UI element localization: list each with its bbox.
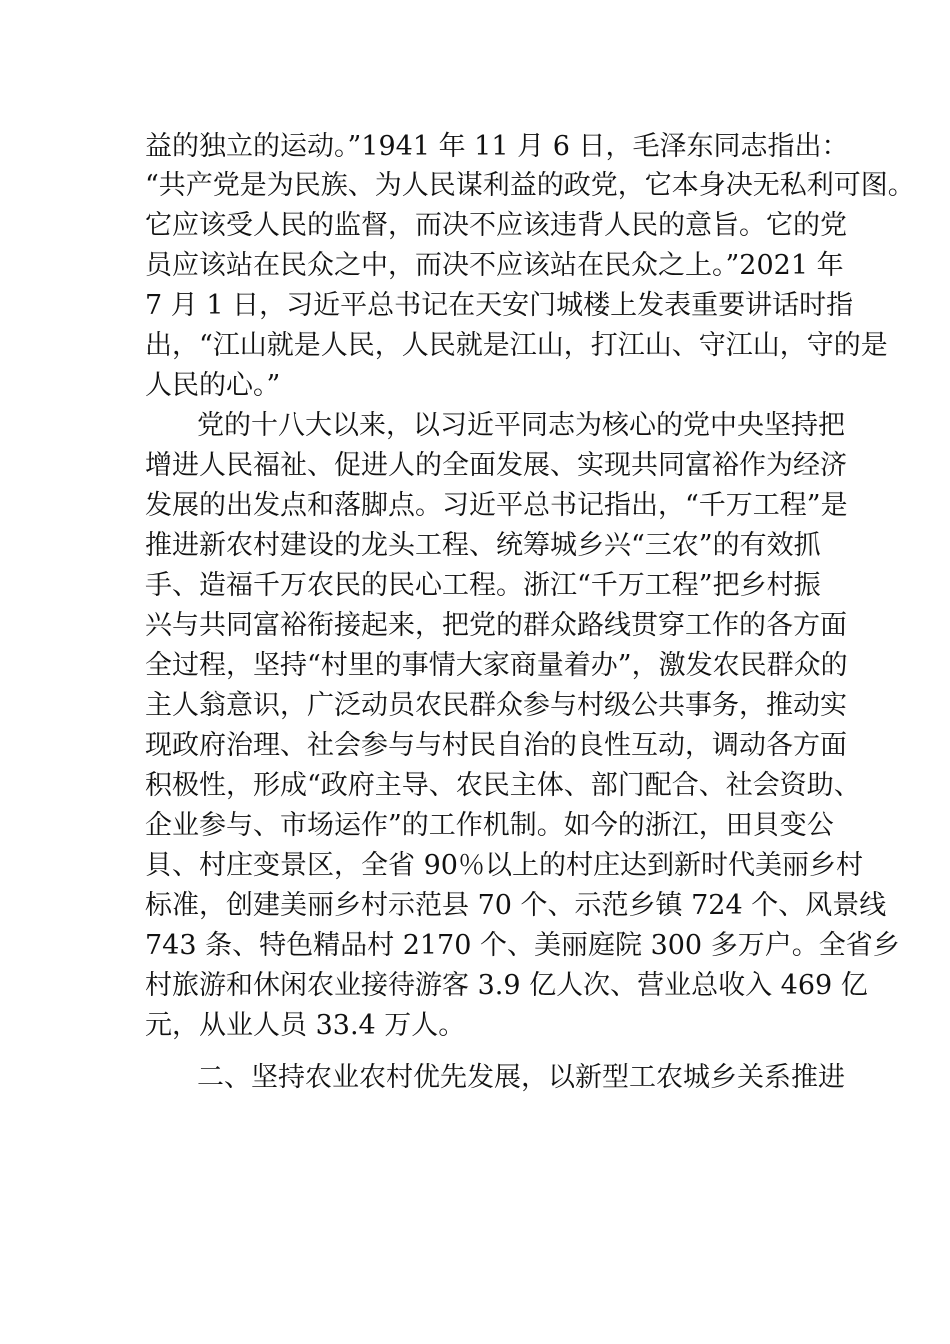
text-line: 主人翁意识，广泛动员农民群众参与村级公共事务，推动实 (145, 690, 847, 721)
text-line: 兴与共同富裕衔接起来，把党的群众路线贯穿工作的各方面 (145, 610, 847, 641)
text-line: 它应该受人民的监督，而决不应该违背人民的意旨。它的党 (145, 210, 847, 241)
section-heading-line: 二、坚持农业农村优先发展，以新型工农城乡关系推进 (197, 1062, 845, 1093)
text-line: 743 条、特色精品村 2170 个、美丽庭院 300 多万户。全省乡 (145, 930, 900, 961)
text-line: 元，从业人员 33.4 万人。 (145, 1010, 466, 1041)
text-line: 发展的出发点和落脚点。习近平总书记指出，“千万工程”是 (145, 490, 848, 521)
text-line: 增进人民福祉、促进人的全面发展、实现共同富裕作为经济 (145, 450, 847, 481)
text-line: ⾙、村庄变景区，全省 90％以上的村庄达到新时代美丽乡村 (145, 850, 863, 881)
text-line: 人民的心。” (145, 370, 281, 401)
text-line: 7 月 1 日，习近平总书记在天安门城楼上发表重要讲话时指 (145, 290, 854, 321)
text-line: 推进新农村建设的龙头工程、统筹城乡兴“三农”的有效抓 (145, 530, 821, 561)
text-line: 益的独立的运动。”1941 年 11 月 6 日，毛泽东同志指出： (145, 131, 849, 162)
text-line: 出，“江山就是人民，人民就是江山，打江山、守江山，守的是 (145, 330, 888, 361)
text-line: 员应该站在民众之中，而决不应该站在民众之上。”2021 年 (145, 250, 844, 281)
text-line: 手、造福千万农民的民心工程。浙江“千万工程”把乡村振 (145, 570, 821, 601)
text-line: 标准，创建美丽乡村示范县 70 个、示范乡镇 724 个、风景线 (145, 890, 887, 921)
text-line: 积极性，形成“政府主导、农民主体、部门配合、社会资助、 (145, 770, 861, 801)
text-line: 全过程，坚持“村里的事情大家商量着办”，激发农民群众的 (145, 650, 848, 681)
text-line: 企业参与、市场运作”的工作机制。如今的浙江，田⾙变公 (145, 810, 834, 841)
paragraph-start-line: 党的十八大以来，以习近平同志为核心的党中央坚持把 (197, 410, 845, 441)
text-line: 现政府治理、社会参与与村民自治的良性互动，调动各方面 (145, 730, 847, 761)
text-line: 村旅游和休闲农业接待游客 3.9 亿人次、营业总收入 469 亿 (145, 970, 868, 1001)
text-line: “共产党是为民族、为人民谋利益的政党，它本身决无私利可图。 (145, 170, 915, 201)
